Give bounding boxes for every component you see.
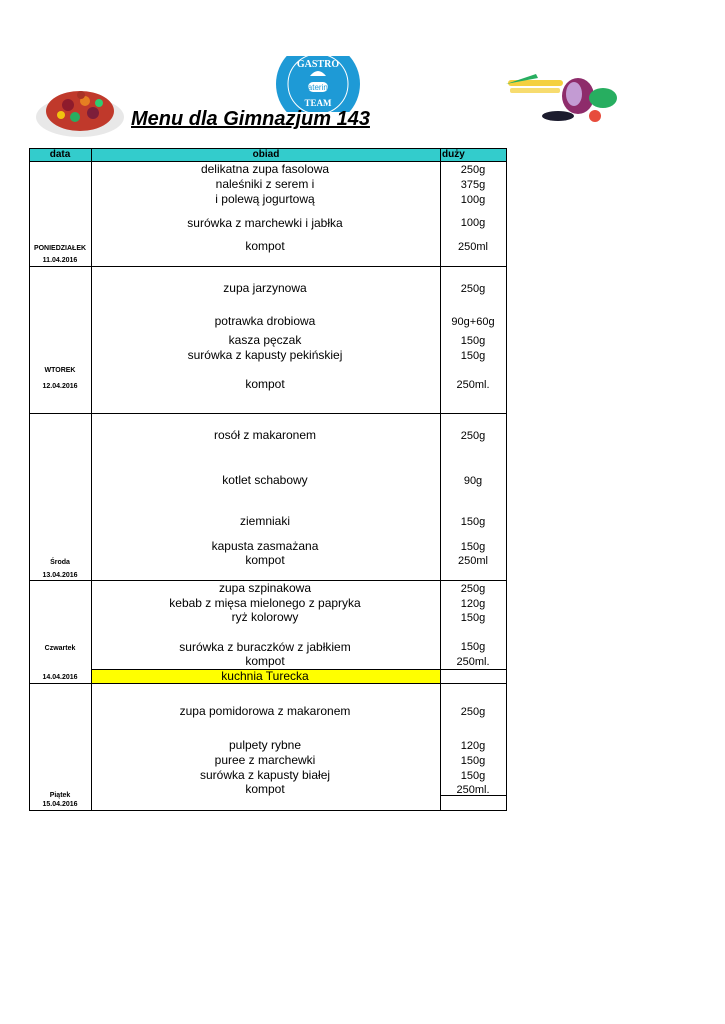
header-date: data — [49, 149, 71, 160]
dish: surówka z kapusty pekińskiej — [187, 348, 343, 362]
portion: 250g — [460, 583, 486, 595]
dish: surówka z marchewki i jabłka — [187, 216, 343, 230]
logo-middle-text: catering — [303, 83, 333, 92]
portion: 90g+60g — [451, 316, 495, 328]
portion: 100g — [460, 217, 486, 229]
portion: 250g — [460, 430, 486, 442]
portion: 375g — [460, 179, 486, 191]
vegetables-photo — [500, 60, 622, 130]
day-name-friday: Piątek — [49, 792, 71, 799]
portion: 150g — [460, 516, 486, 528]
dish: rosół z makaronem — [213, 428, 317, 442]
menu-title: Menu dla Gimnazjum 143 — [131, 108, 370, 130]
salad-photo — [33, 77, 127, 140]
dish: pulpety rybne — [228, 738, 302, 752]
day-date-monday: 11.04.2016 — [42, 257, 78, 264]
logo-top-text: GASTRO — [296, 59, 340, 70]
dish: surówka z kapusty białej — [199, 768, 331, 782]
portion: 250g — [460, 706, 486, 718]
logo-bottom-text: TEAM — [304, 98, 332, 108]
day-date-friday: 15.04.2016 — [42, 801, 78, 808]
dish: naleśniki z serem i — [215, 177, 315, 191]
dish: i polewą jogurtową — [215, 192, 315, 206]
dish: surówka z buraczków z jabłkiem — [179, 640, 351, 654]
portion: 250ml. — [456, 784, 490, 796]
portion: 100g — [460, 194, 486, 206]
header-size: duży — [442, 149, 465, 160]
portion: 250ml — [458, 555, 488, 567]
dish: zupa jarzynowa — [223, 281, 307, 295]
dish: kompot — [245, 239, 285, 253]
portion: 120g — [460, 598, 486, 610]
dish: potrawka drobiowa — [214, 314, 316, 328]
portion: 250ml. — [456, 656, 490, 668]
portion: 150g — [460, 541, 486, 553]
portion: 250g — [460, 164, 486, 176]
day-date-wednesday: 13.04.2016 — [42, 572, 78, 579]
dish: zupa pomidorowa z makaronem — [179, 704, 351, 718]
portion: 150g — [460, 770, 486, 782]
dish: kompot — [245, 377, 285, 391]
dish: puree z marchewki — [214, 753, 316, 767]
portion: 250ml. — [456, 379, 490, 391]
portion: 150g — [460, 612, 486, 624]
portion: 250ml — [458, 241, 488, 253]
portion: 150g — [460, 641, 486, 653]
dish: kapusta zasmażana — [211, 539, 319, 553]
dish: kompot — [245, 553, 285, 567]
portion: 250g — [460, 283, 486, 295]
day-date-tuesday: 12.04.2016 — [42, 383, 78, 390]
day-name-tuesday: WTOREK — [44, 367, 76, 374]
dish: zupa szpinakowa — [218, 581, 312, 595]
dish: kotlet schabowy — [222, 473, 308, 487]
dish: kasza pęczak — [228, 333, 302, 347]
dish: kebab z mięsa mielonego z papryka — [169, 596, 361, 610]
gastro-team-logo — [274, 56, 362, 112]
day-name-wednesday: Środa — [50, 559, 70, 566]
header-meal: obiad — [252, 149, 280, 160]
portion: 120g — [460, 740, 486, 752]
portion: 150g — [460, 335, 486, 347]
portion: 150g — [460, 755, 486, 767]
dish: ryż kolorowy — [231, 610, 299, 624]
dish: kompot — [245, 782, 285, 796]
dish-highlighted: kuchnia Turecka — [221, 669, 309, 683]
portion: 150g — [460, 350, 486, 362]
day-name-monday: PONIEDZIAŁEK — [33, 245, 87, 252]
day-name-thursday: Czwartek — [44, 645, 76, 652]
dish: kompot — [245, 654, 285, 668]
day-date-thursday: 14.04.2016 — [42, 674, 78, 681]
dish: ziemniaki — [239, 514, 291, 528]
dish: delikatna zupa fasolowa — [200, 162, 330, 176]
portion: 90g — [463, 475, 483, 487]
menu-table — [29, 148, 507, 811]
